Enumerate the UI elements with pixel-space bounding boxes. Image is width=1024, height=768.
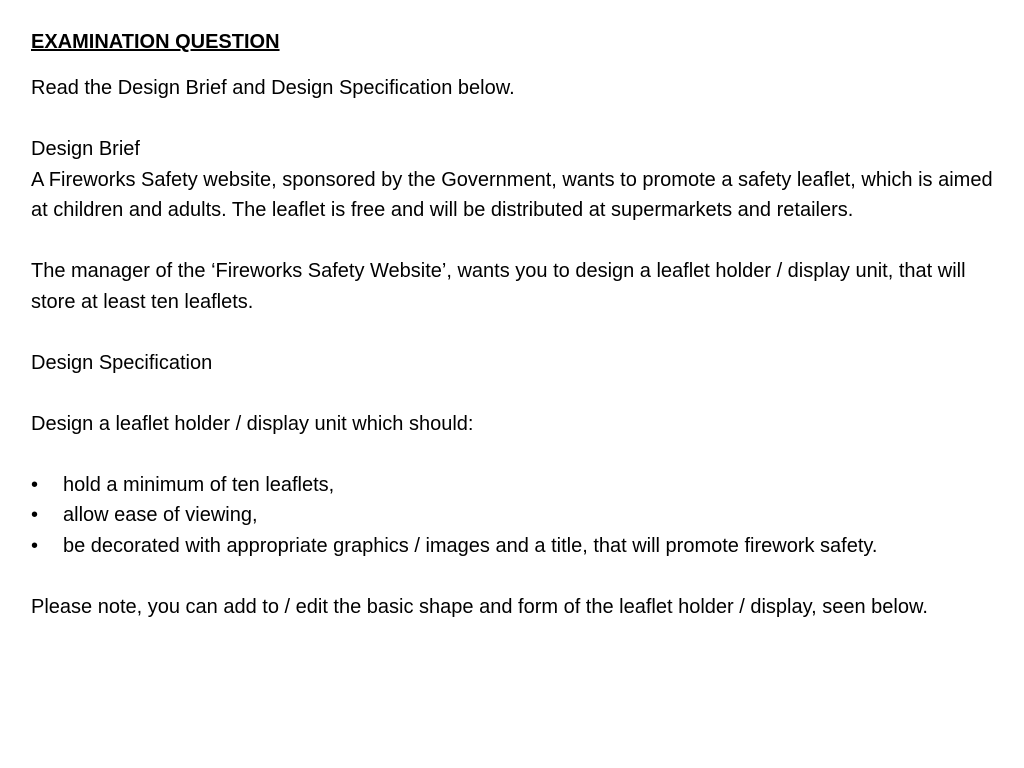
design-brief-paragraph: The manager of the ‘Fireworks Safety Website’, wants you to design a leaflet holder / display unit, that will store at least ten leaflets.: [31, 260, 966, 313]
design-brief-title: Design Brief: [31, 138, 140, 160]
list-item: [31, 531, 1001, 562]
design-brief-paragraph: A Fireworks Safety website, sponsored by the Government, wants to promote a safety leaflet, which is aimed at children and adults. The leaflet is free and will be distributed at supermarkets and retailers.: [31, 168, 993, 221]
slide-content: [31, 28, 1001, 622]
spacer: [31, 317, 1001, 348]
list-item-text: hold a minimum of ten leaflets,: [63, 473, 335, 496]
intro-text: Read the Design Brief and Design Specification below.: [31, 77, 515, 99]
spacer: [31, 226, 1001, 257]
bullet-icon: •: [31, 534, 39, 557]
list-item-text: allow ease of viewing,: [63, 504, 258, 526]
bullet-icon: •: [31, 473, 39, 496]
specification-list: [31, 470, 1001, 562]
design-specification-title: Design Specification: [31, 351, 213, 374]
bullet-icon: •: [31, 504, 39, 526]
spacer: [31, 378, 1001, 409]
list-item-text: be decorated with appropriate graphics / images and a title, that will promote firework safety.: [63, 534, 878, 557]
list-item: [31, 470, 1001, 501]
spacer: [31, 439, 1001, 470]
list-item: [31, 500, 1001, 531]
spacer: [31, 104, 1001, 135]
spacer: [31, 561, 1001, 592]
note-text: Please note, you can add to / edit the basic shape and form of the leaflet holder / display, seen below.: [31, 595, 928, 618]
page-title: EXAMINATION QUESTION: [31, 31, 280, 53]
specification-lead: Design a leaflet holder / display unit which should:: [31, 412, 474, 435]
